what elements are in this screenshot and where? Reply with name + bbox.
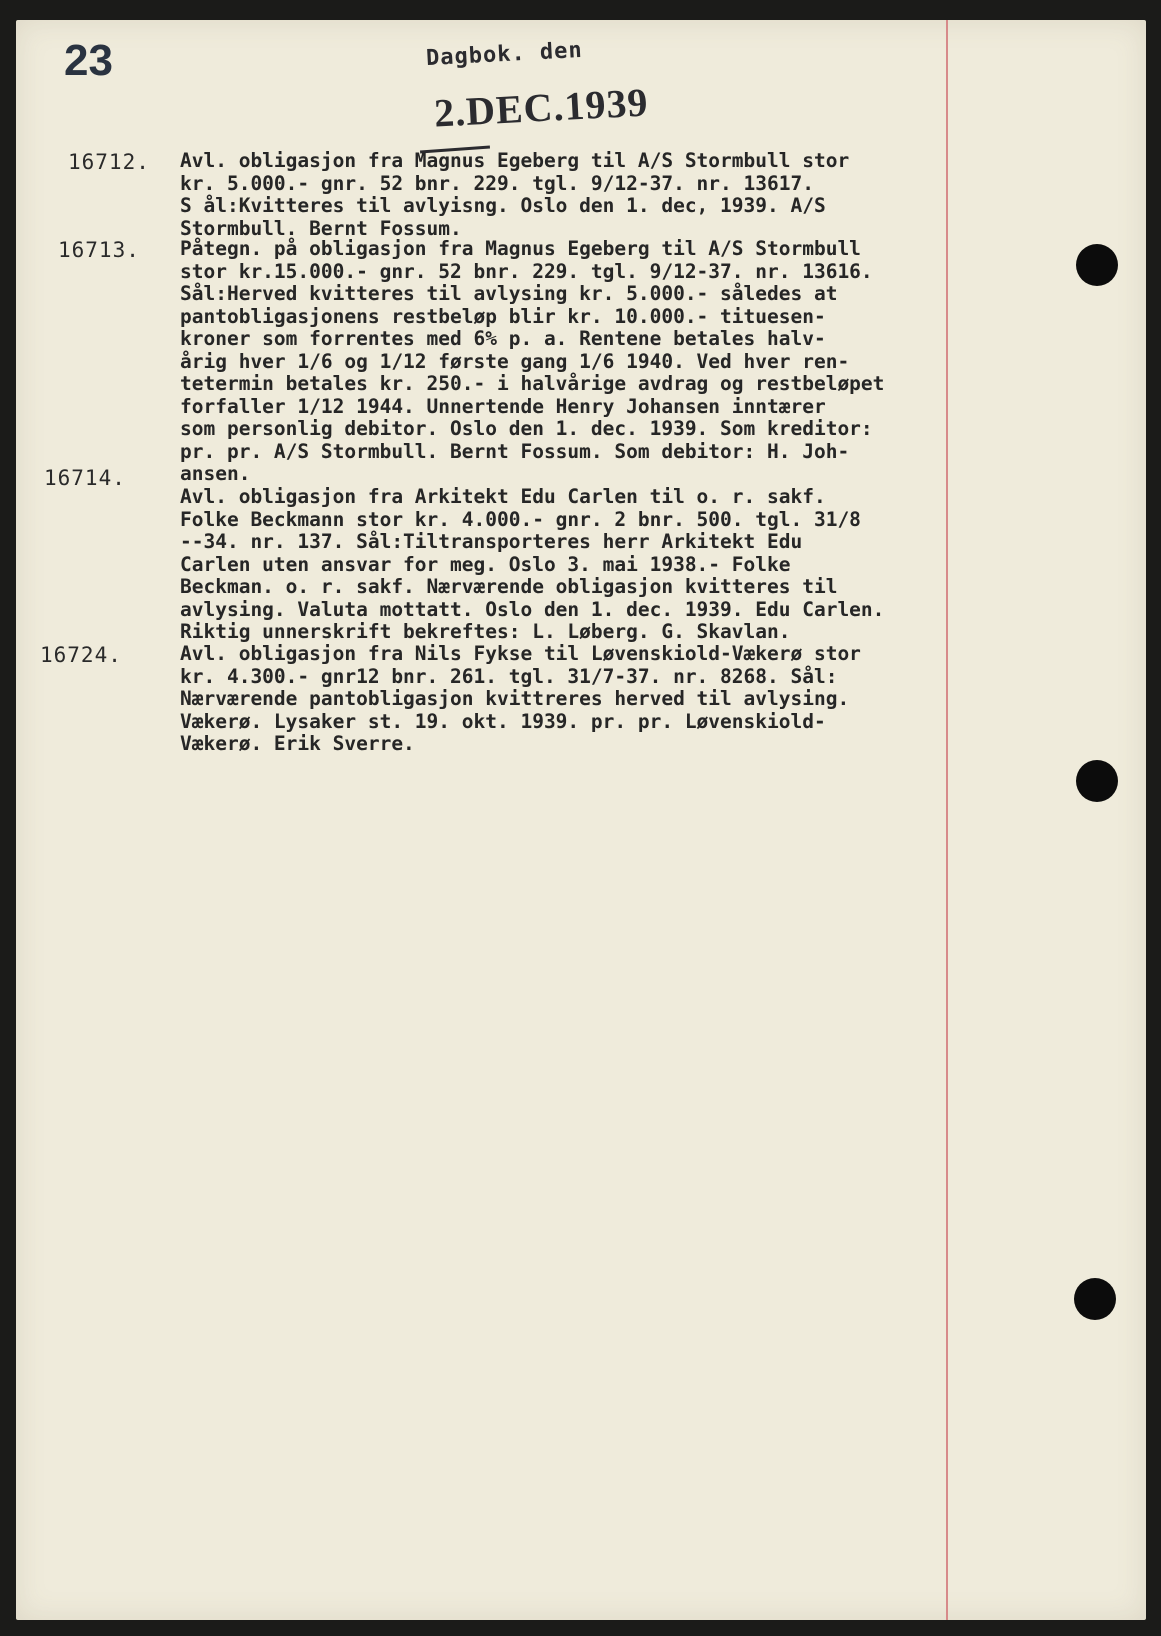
punch-hole-bottom	[1074, 1278, 1116, 1320]
entry-number: 16714.	[44, 466, 126, 490]
entry-text: Avl. obligasjon fra Magnus Egeberg til A/S Stormbull stor kr. 5.000.- gnr. 52 bnr. 229. tgl. 9/12-37. nr. 13617. S ål:Kvitteres til avlyisng. Oslo den 1. dec, 1939. A/S Stormbull. Bernt Fossum.	[180, 149, 850, 240]
punch-hole-top	[1076, 244, 1118, 286]
entry-text: Avl. obligasjon fra Nils Fykse til Løvenskiold-Vækerø stor kr. 4.300.- gnr12 bnr. 261. tgl. 31/7-37. nr. 8268. Sål: Nærværende pantobligasjon kvittreres herved til avlysing. Vækerø. Lysaker st. 19. okt. 1939. pr. pr. Løvenskiold- Vækerø. Erik Sverre.	[180, 642, 861, 755]
entry-number: 16712.	[68, 150, 150, 174]
entry-text: Påtegn. på obligasjon fra Magnus Egeberg til A/S Stormbull stor kr.15.000.- gnr. 52 bnr. 229. tgl. 9/12-37. nr. 13616. Sål:Herved kvitteres til avlysing kr. 5.000.- således at pantobligasjonens restbeløp blir kr. 10.000.- tituesen- kroner som forrentes med 6% p. a. Rentene betales halv- årig hver 1/6 og 1/12 første gang 1/6 1940. Ved hver ren- tetermin betales kr. 250.- i halvårige avdrag og restbeløpet forfaller 1/12 1944. Unnertende Henry Johansen inntærer som personlig debitor. Oslo den 1. dec. 1939. Som kreditor: pr. pr. A/S Stormbull. Bernt Fossum. Som debitor: H. Joh- ansen.	[180, 237, 885, 485]
stamp-date: 2.DEC.1939	[432, 79, 650, 136]
stamp-label: Dagbok. den	[425, 37, 584, 72]
date-stamp	[425, 37, 656, 152]
page-number: 23	[64, 36, 113, 85]
entry-number: 16724.	[40, 643, 122, 667]
margin-line	[946, 20, 948, 1620]
entry-text: Avl. obligasjon fra Arkitekt Edu Carlen til o. r. sakf. Folke Beckmann stor kr. 4.000.- gnr. 2 bnr. 500. tgl. 31/8 --34. nr. 137. Sål:Tiltransporteres herr Arkitekt Edu Carlen uten ansvar for meg. Oslo 3. mai 1938.- Folke Beckman. o. r. sakf. Nærværende obligasjon kvitteres til avlysing. Valuta mottatt. Oslo den 1. dec. 1939. Edu Carlen. Riktig unnerskrift bekreftes: L. Løberg. G. Skavlan.	[180, 485, 885, 643]
entry-number: 16713.	[58, 238, 140, 262]
ledger-page	[16, 20, 1146, 1620]
punch-hole-middle	[1076, 760, 1118, 802]
